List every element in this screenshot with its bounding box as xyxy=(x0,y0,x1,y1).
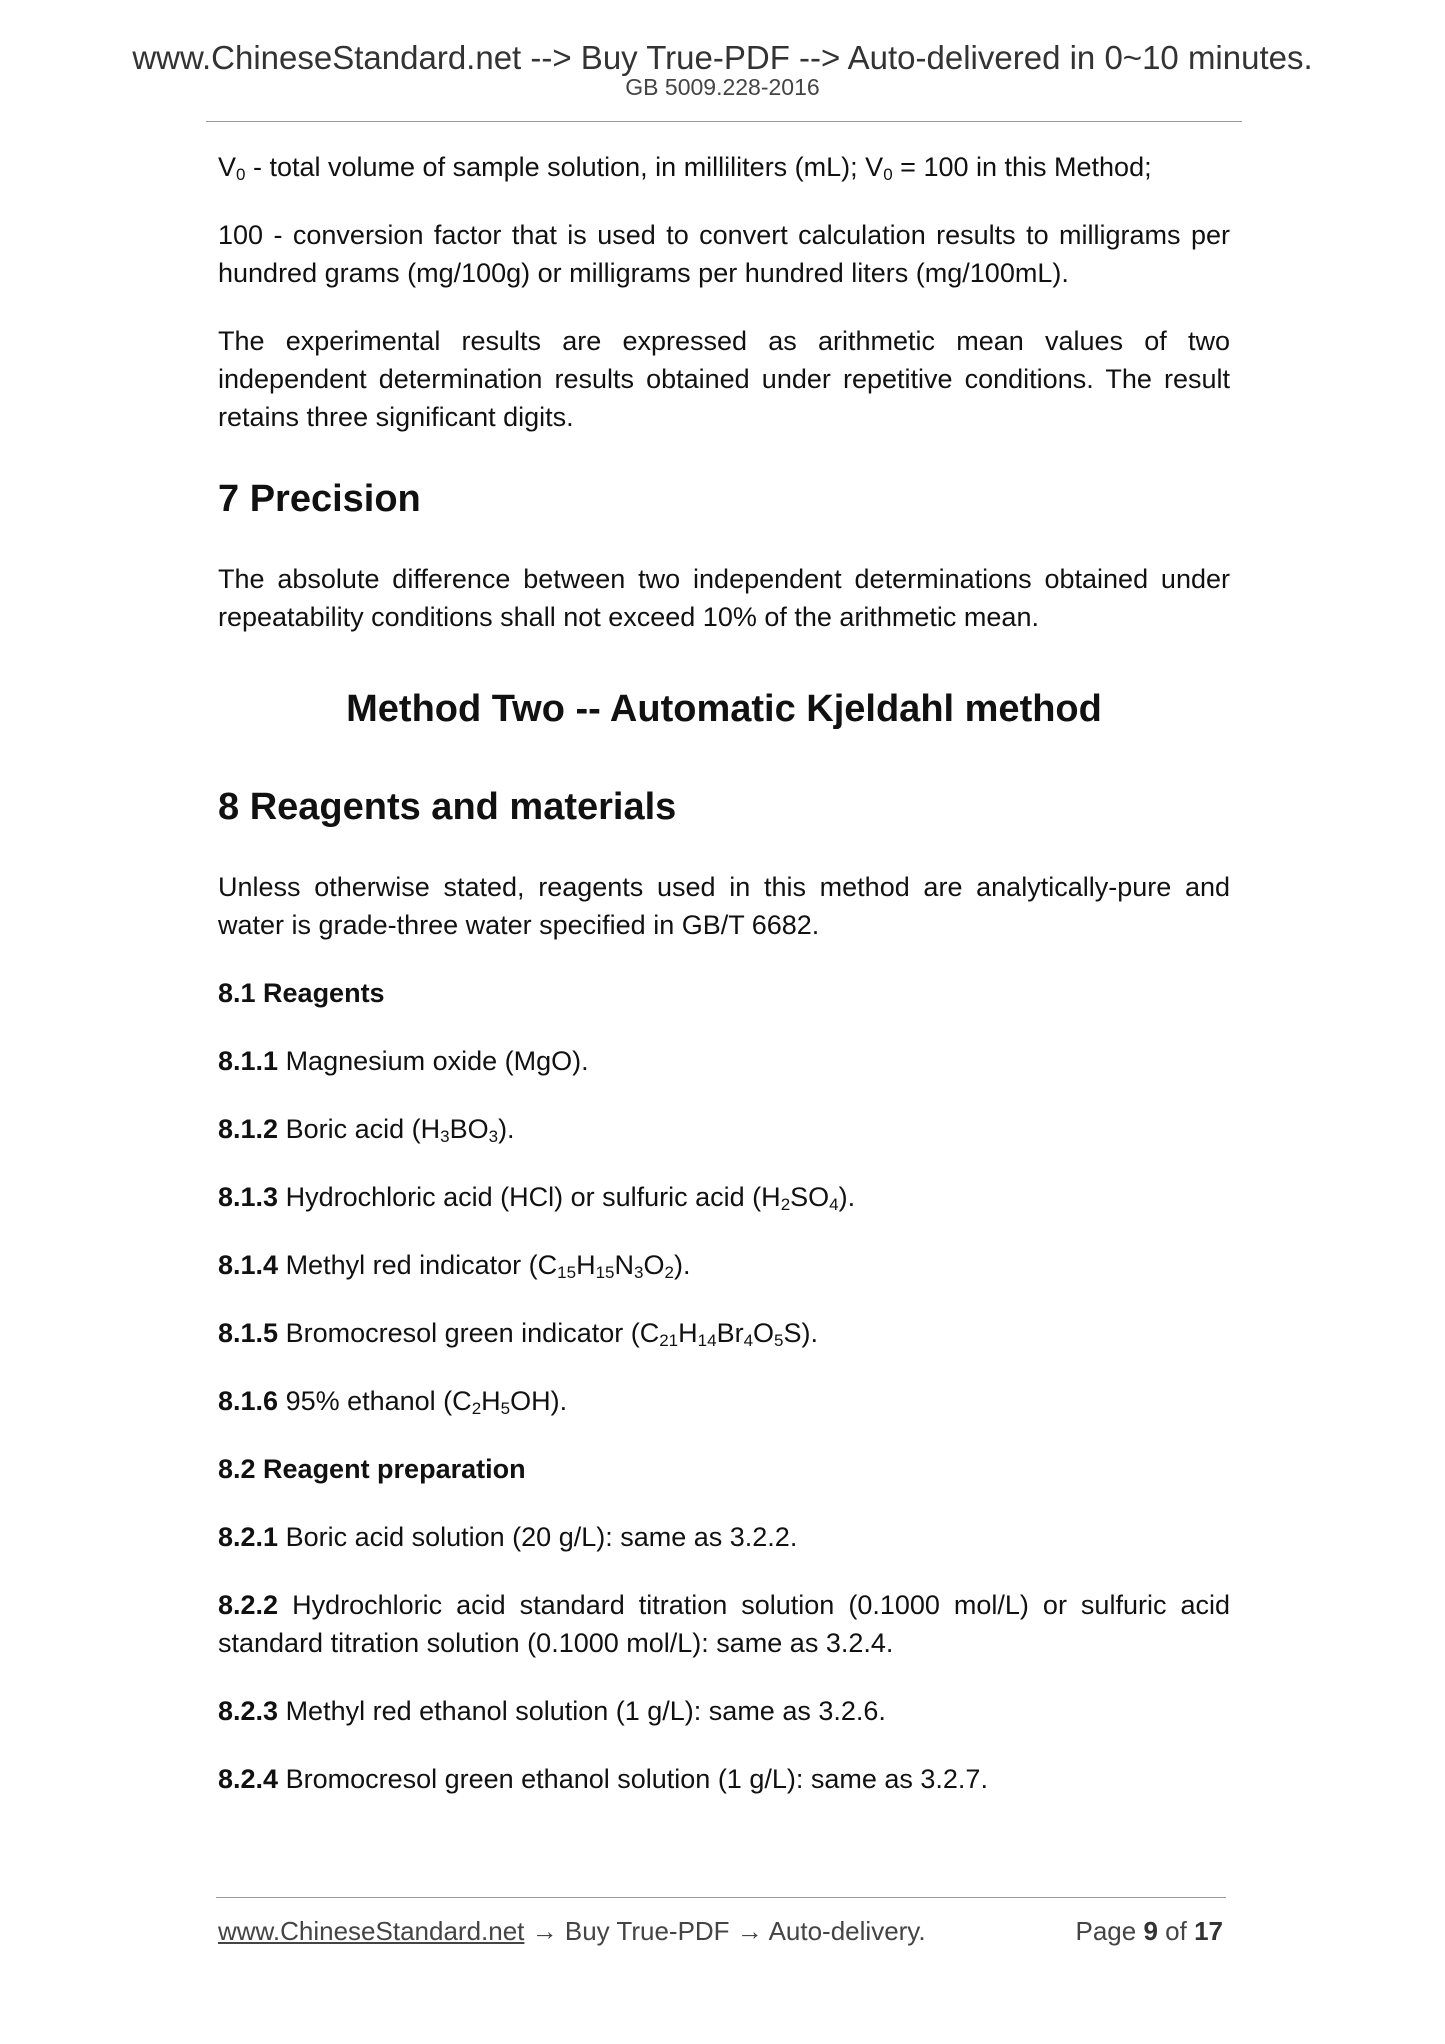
page-indicator: Page 9 of 17 xyxy=(1075,1916,1223,1946)
total-pages-number: 17 xyxy=(1194,1916,1223,1946)
header-divider xyxy=(206,121,1242,122)
item-8-1-5: 8.1.5 Bromocresol green indicator $(C_{21}H_{14}Br_4O_5S)$. xyxy=(218,1318,819,1350)
page-footer xyxy=(218,1914,1228,1948)
site-banner: www.ChineseStandard.net --> Buy True-PDF --> Auto-delivered in 0~10 minutes. xyxy=(132,39,1313,76)
precision-paragraph: The absolute difference between two independent determinations obtained under repeatability conditions shall not exceed 10% of the arithmetic mean. xyxy=(218,564,1230,632)
page-content xyxy=(218,148,1230,1828)
section-8-1-heading: 8.1 Reagents xyxy=(218,978,385,1008)
section-8-heading: 8 Reagents and materials xyxy=(218,786,677,828)
footer-site-link[interactable]: www.ChineseStandard.net xyxy=(218,1916,525,1946)
item-8-2-1: 8.2.1 Boric acid solution (20 g/L): same as 3.2.2. xyxy=(218,1522,798,1552)
item-8-2-2: 8.2.2 Hydrochloric acid standard titration solution (0.1000 mol/L) or sulfuric acid standard titration solution (0.1000 mol/L): same as 3.2.4. xyxy=(218,1590,1230,1658)
conversion-factor-definition: 100 - conversion factor that is used to convert calculation results to milligrams per hundred grams (mg/100g) or milligrams per hundred liters (mg/100mL). xyxy=(218,220,1230,288)
current-page-number: 9 xyxy=(1143,1916,1158,1946)
document-id: GB 5009.228-2016 xyxy=(625,74,820,100)
item-8-2-4: 8.2.4 Bromocresol green ethanol solution (1 g/L): same as 3.2.7. xyxy=(218,1764,988,1794)
item-8-1-3: 8.1.3 Hydrochloric acid (HCl) or sulfuric acid $(H_2SO_4)$. xyxy=(218,1182,856,1214)
method-two-heading: Method Two -- Automatic Kjeldahl method xyxy=(346,688,1102,730)
reagents-intro-paragraph: Unless otherwise stated, reagents used in this method are analytically-pure and water is grade-three water specified in GB/T 6682. xyxy=(218,872,1230,940)
results-paragraph: The experimental results are expressed as arithmetic mean values of two independent determination results obtained under repetitive conditions. The result retains three significant digits. xyxy=(218,326,1230,432)
footer-tagline: → Buy True-PDF → Auto-delivery. xyxy=(524,1916,926,1946)
item-8-2-3: 8.2.3 Methyl red ethanol solution (1 g/L): same as 3.2.6. xyxy=(218,1696,886,1726)
item-8-1-1: 8.1.1 Magnesium oxide (MgO). xyxy=(218,1046,589,1076)
item-8-1-6: 8.1.6 95% ethanol $(C_2H_5OH)$. xyxy=(218,1386,568,1418)
item-8-1-4: 8.1.4 Methyl red indicator $(C_{15}H_{15}N_3O_2)$. xyxy=(218,1250,691,1282)
item-8-1-2: 8.1.2 Boric acid $(H_3BO_3)$. xyxy=(218,1114,515,1146)
section-8-2-heading: 8.2 Reagent preparation xyxy=(218,1454,526,1484)
footer-divider xyxy=(216,1897,1226,1898)
section-7-heading: 7 Precision xyxy=(218,478,421,520)
variable-v0-definition: $V_0$ - total volume of sample solution, in milliliters (mL); $V_0 = 100$ in this Method; xyxy=(218,152,1152,184)
